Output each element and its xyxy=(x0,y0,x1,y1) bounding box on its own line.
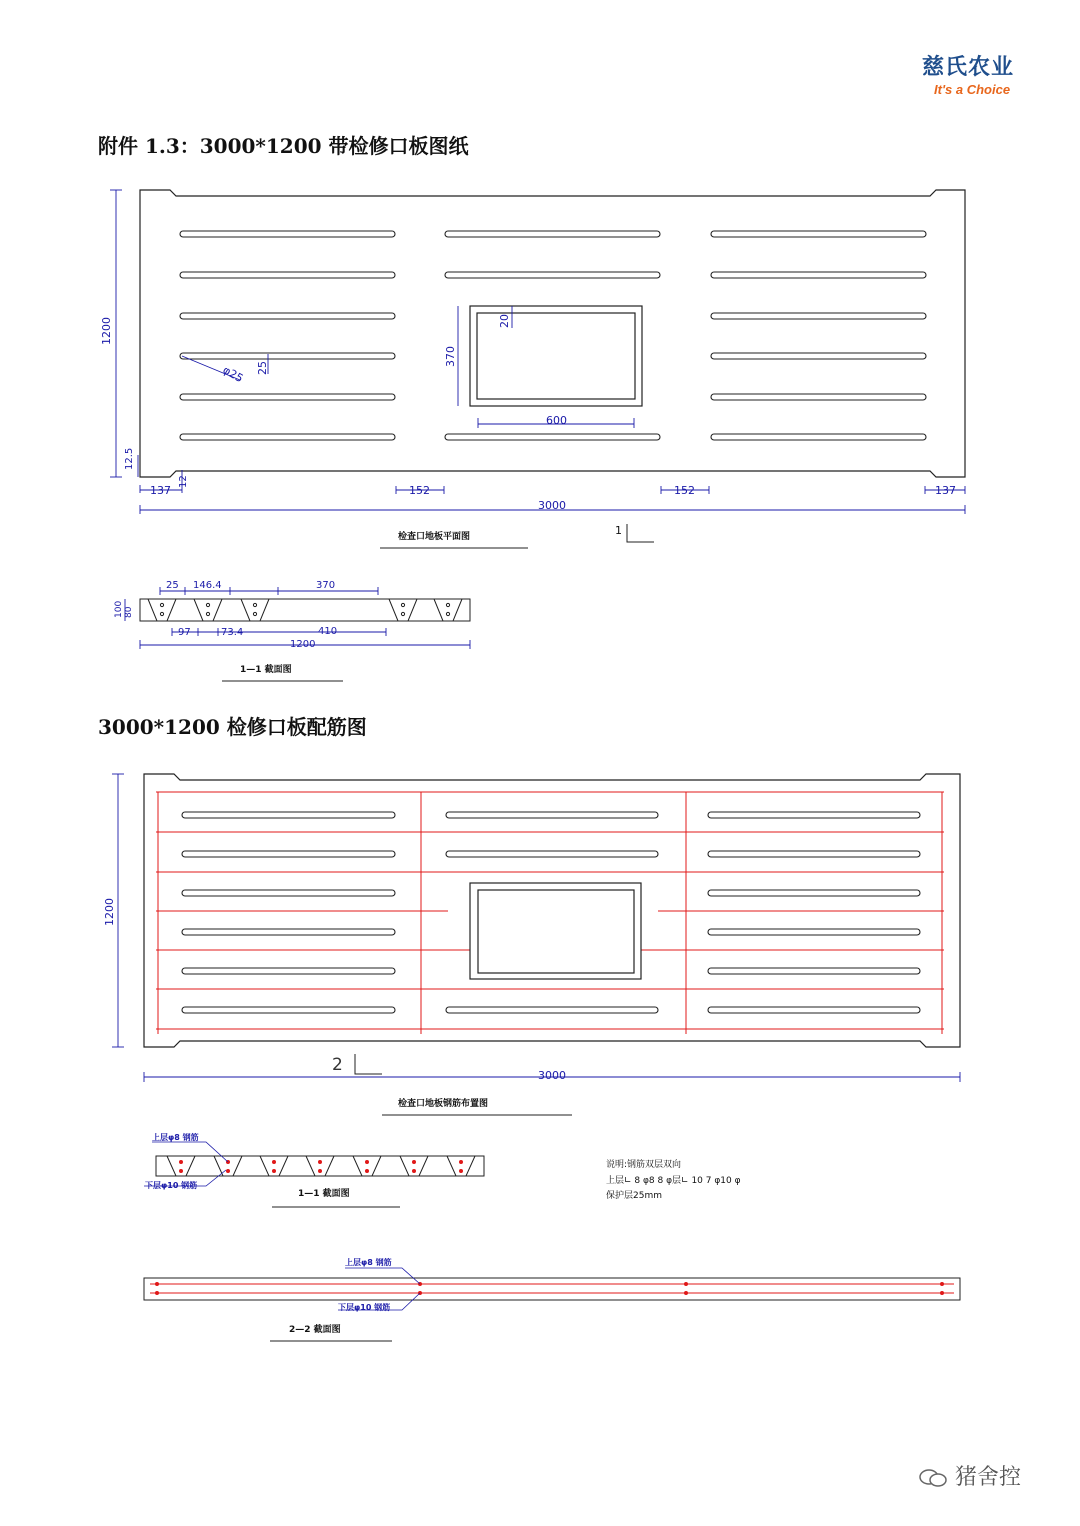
slot xyxy=(180,434,395,440)
sec-dim-25: 25 xyxy=(166,580,179,591)
section-mark-2: 2 xyxy=(332,1055,343,1075)
slot xyxy=(182,968,395,974)
slot xyxy=(180,231,395,237)
slot xyxy=(180,272,395,278)
slot xyxy=(445,231,660,237)
dim-137-right: 137 xyxy=(935,484,956,497)
section-hole xyxy=(446,612,449,615)
rebar-dot xyxy=(226,1169,230,1173)
dim-height: 1200 xyxy=(100,317,113,345)
slot xyxy=(182,1007,395,1013)
section-hole xyxy=(160,612,163,615)
rebar-dot xyxy=(272,1160,276,1164)
section-rib xyxy=(389,599,417,621)
dim-25: 25 xyxy=(256,361,269,375)
section-1-1 xyxy=(140,599,470,621)
rebar-dot xyxy=(179,1160,183,1164)
slot xyxy=(446,851,658,857)
slot xyxy=(711,231,926,237)
slot xyxy=(446,1007,658,1013)
caption-section-1-rebar: 1—1 截面图 xyxy=(298,1189,350,1199)
hatch-opening xyxy=(470,306,642,406)
rebar-dot xyxy=(459,1169,463,1173)
dim-600: 600 xyxy=(546,414,567,427)
dim-137-left: 137 xyxy=(150,484,171,497)
rebar-dot xyxy=(412,1169,416,1173)
rebar-dim-3000: 3000 xyxy=(538,1069,566,1082)
slot xyxy=(711,394,926,400)
slot xyxy=(708,812,920,818)
rebar-dim-height: 1200 xyxy=(103,898,116,926)
slot xyxy=(711,434,926,440)
note-line-2: 上层∟ 8 φ8 8 φ层∟ 10 7 φ10 φ xyxy=(606,1176,741,1186)
slot xyxy=(180,353,395,359)
sec-dim-73: 73.4 xyxy=(221,627,244,638)
slot xyxy=(711,272,926,278)
dim-12-5: 12.5 xyxy=(124,447,135,470)
section-hole xyxy=(253,612,256,615)
caption-rebar: 检查口地板钢筋布置图 xyxy=(398,1099,489,1109)
sec-dim-370: 370 xyxy=(316,580,336,591)
slot xyxy=(711,353,926,359)
slot xyxy=(708,968,920,974)
sec-dim-80: 80 xyxy=(124,606,134,618)
section-hole xyxy=(253,603,256,606)
slot xyxy=(708,1007,920,1013)
slot xyxy=(182,929,395,935)
watermark xyxy=(918,1460,1021,1491)
slot xyxy=(708,929,920,935)
section-rib xyxy=(241,599,269,621)
watermark-text: 猪舍控 xyxy=(955,1465,1022,1490)
label-top-rebar-2: 上层φ8 钢筋 xyxy=(345,1258,392,1267)
slot xyxy=(180,394,395,400)
dim-20: 20 xyxy=(498,314,511,328)
slot xyxy=(446,812,658,818)
heading-rebar: 3000*1200 检修口板配筋图 xyxy=(98,715,367,739)
hatch-opening-rebar xyxy=(470,883,641,979)
section-rib xyxy=(194,599,222,621)
section-mark-1: 1 xyxy=(615,524,622,537)
slot xyxy=(445,434,660,440)
sec-dim-146: 146.4 xyxy=(193,580,222,591)
note-line-1: 说明:钢筋双层双向 xyxy=(606,1160,682,1170)
rebar-dot xyxy=(365,1169,369,1173)
dim-3000: 3000 xyxy=(538,499,566,512)
wechat-icon xyxy=(918,1467,948,1489)
label-bottom-rebar-2: 下层φ10 钢筋 xyxy=(338,1303,391,1312)
section-rib xyxy=(148,599,176,621)
dim-152-a: 152 xyxy=(409,484,430,497)
sec-dim-100: 100 xyxy=(114,600,124,618)
heading-drawing: 附件 1.3：3000*1200 带检修口板图纸 xyxy=(98,134,469,158)
dim-12: 12 xyxy=(178,475,189,488)
label-bottom-rebar-1: 下层φ10 钢筋 xyxy=(145,1181,198,1190)
slot xyxy=(445,272,660,278)
rebar-dot xyxy=(459,1160,463,1164)
logo-text-cn: 慈氏农业 xyxy=(922,55,1015,80)
dim-152-b: 152 xyxy=(674,484,695,497)
label-top-rebar-1: 上层φ8 钢筋 xyxy=(152,1133,199,1142)
caption-section-2: 2—2 截面图 xyxy=(289,1325,341,1335)
section-hole xyxy=(401,612,404,615)
rebar-dot xyxy=(179,1169,183,1173)
rebar-dot xyxy=(365,1160,369,1164)
slot xyxy=(182,890,395,896)
plan-drawing xyxy=(0,0,1080,700)
slot-group xyxy=(180,231,926,440)
sec-dim-1200: 1200 xyxy=(290,639,316,650)
dim-370: 370 xyxy=(444,346,457,367)
slot xyxy=(182,851,395,857)
section-hole xyxy=(446,603,449,606)
slot xyxy=(711,313,926,319)
section-rib xyxy=(434,599,462,621)
rebar-dot xyxy=(412,1160,416,1164)
rebar-drawing xyxy=(0,740,1080,1360)
slot xyxy=(180,313,395,319)
note-line-3: 保护层25mm xyxy=(606,1191,662,1201)
rebar-dot xyxy=(272,1169,276,1173)
section-hole xyxy=(401,603,404,606)
slot xyxy=(182,812,395,818)
section-hole xyxy=(206,603,209,606)
logo-text-en: It's a Choice xyxy=(934,82,1011,97)
dim-phi25: φ25 xyxy=(220,363,246,386)
rebar-dot xyxy=(318,1160,322,1164)
sec-dim-410: 410 xyxy=(318,626,338,637)
section-hole xyxy=(206,612,209,615)
section-hole xyxy=(160,603,163,606)
sec-dim-97: 97 xyxy=(178,627,191,638)
caption-plan: 检查口地板平面图 xyxy=(398,532,471,542)
rebar-dot xyxy=(318,1169,322,1173)
slot xyxy=(708,890,920,896)
caption-section-1: 1—1 截面图 xyxy=(240,665,292,675)
slot xyxy=(708,851,920,857)
